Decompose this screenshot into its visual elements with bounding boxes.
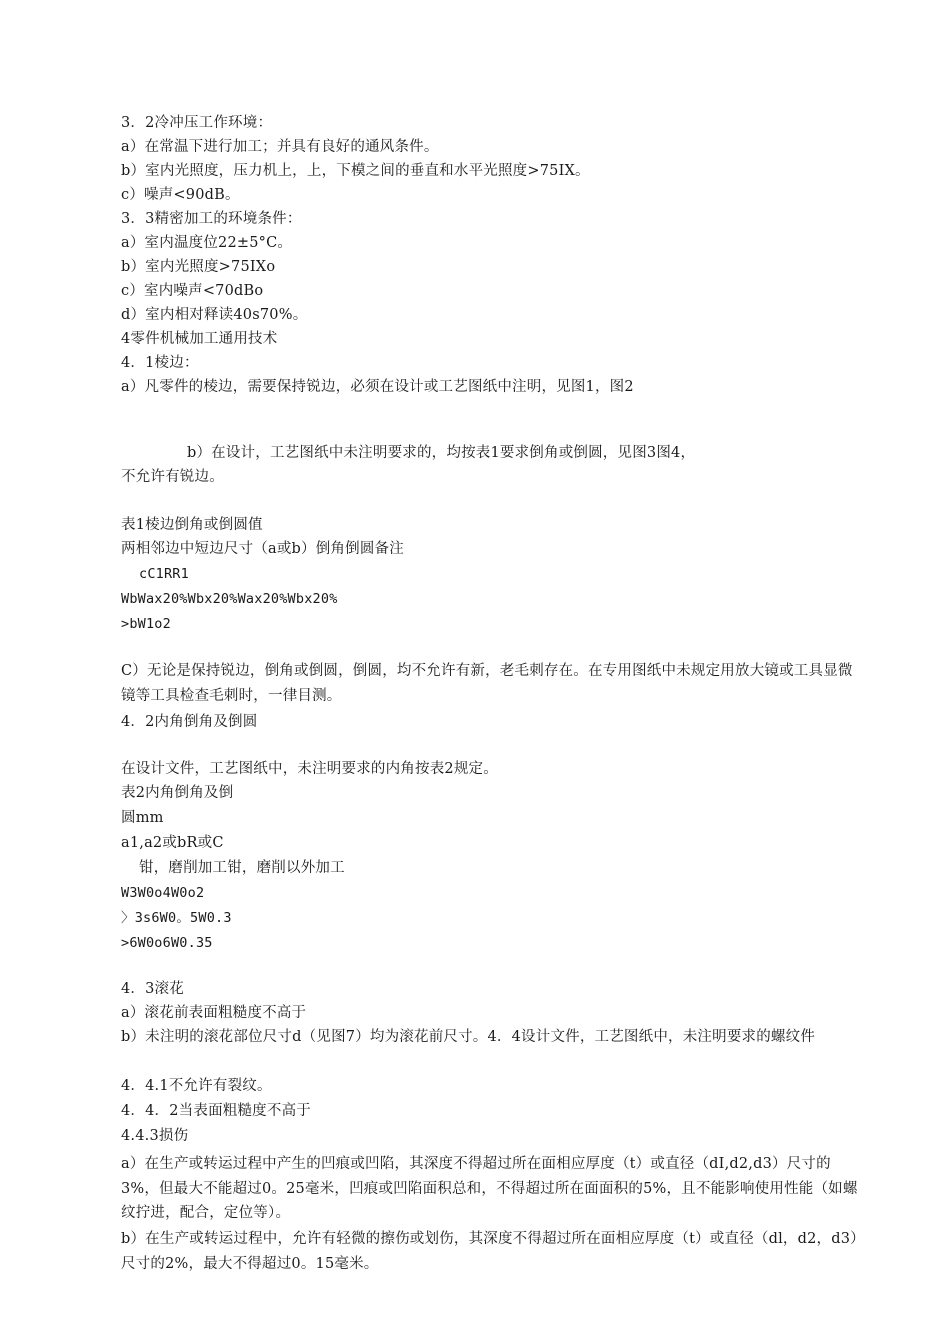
table-1-row: >bW1o2 <box>121 616 171 632</box>
table-2-row: 〉3s6W0。5W0.3 <box>121 910 232 926</box>
text-line: a）室内温度位22±5°C。 <box>121 235 293 251</box>
section-4-4-2: 4．4．2当表面粗糙度不高于 <box>121 1103 311 1119</box>
text-line: c）室内噪声<70dBo <box>121 283 264 299</box>
table-2-row: W3W0o4W0o2 <box>121 885 205 901</box>
text-line: a）凡零件的棱边，需要保持锐边，必须在设计或工艺图纸中注明，见图1，图2 <box>121 379 634 395</box>
table-1-title: 表1棱边倒角或倒圆值 <box>121 517 263 533</box>
section-4-heading: 4零件机械加工通用技术 <box>121 331 278 347</box>
paragraph-knurl: b）未注明的滚花部位尺寸d（见图7）均为滚花前尺寸。4．4设计文件，工艺图纸中，未注明要求的螺纹件 <box>121 1029 816 1045</box>
table-2-row: >6W0o6W0.35 <box>121 935 213 951</box>
paragraph-scratch: b）在生产或转运过程中，允许有轻微的擦伤或划伤，其深度不得超过所在面相应厚度（t）或直径（dl，d2，d3）尺寸的2%，最大不得超过0。15毫米。 <box>121 1231 865 1272</box>
table-1-row: cC1RR1 <box>139 566 189 582</box>
text-line: a）滚花前表面粗糙度不高于 <box>121 1005 307 1021</box>
text-line: c）噪声<90dB。 <box>121 187 240 203</box>
section-3-3-heading: 3．3精密加工的环境条件： <box>121 211 302 227</box>
table-2-header: a1,a2或bR或C <box>121 835 224 851</box>
text-line: b）室内光照度>75IXo <box>121 259 276 275</box>
section-4-4-3: 4.4.3损伤 <box>121 1128 189 1144</box>
text-line: 不允许有锐边。 <box>121 469 224 485</box>
table-2-header: 钳，磨削加工钳，磨削以外加工 <box>139 860 345 876</box>
paragraph-burr: C）无论是保持锐边，倒角或倒圆，倒圆，均不允许有新，老毛刺存在。在专用图纸中未规定用放大镜或工具显微镜等工具检查毛刺时，一律目测。 <box>121 663 853 704</box>
table-1-header: 两相邻边中短边尺寸（a或b）倒角倒圆备注 <box>121 541 404 557</box>
table-2-unit: 圆mm <box>121 810 164 826</box>
text-line: 在设计文件，工艺图纸中，未注明要求的内角按表2规定。 <box>121 761 498 777</box>
section-4-4-1: 4．4.1不允许有裂纹。 <box>121 1078 272 1094</box>
section-3-2-heading: 3．2冷冲压工作环境： <box>121 115 273 131</box>
section-4-3-heading: 4．3滚花 <box>121 981 184 997</box>
table-2-title: 表2内角倒角及倒 <box>121 785 234 801</box>
text-line: b）在设计，工艺图纸中未注明要求的，均按表1要求倒角或倒圆，见图3图4， <box>187 445 696 461</box>
text-line: b）室内光照度，压力机上，上，下模之间的垂直和水平光照度>75IX。 <box>121 163 590 179</box>
text-line: a）在常温下进行加工；并具有良好的通风条件。 <box>121 139 439 155</box>
table-1-row: WbWax20%Wbx20%Wax20%Wbx20% <box>121 591 338 607</box>
text-line: d）室内相对释读40s70%。 <box>121 307 308 323</box>
section-4-2-heading: 4．2内角倒角及倒圆 <box>121 714 258 730</box>
section-4-1-heading: 4．1棱边： <box>121 355 199 371</box>
paragraph-dent: a）在生产或转运过程中产生的凹痕或凹陷，其深度不得超过所在面相应厚度（t）或直径（dI,d2,d3）尺寸的3%，但最大不能超过0。25毫米，凹痕或凹陷面积总和，不得超过所在面面积的5%，且不能影响使用性能（如螺纹拧进，配合，定位等）。 <box>121 1156 858 1221</box>
